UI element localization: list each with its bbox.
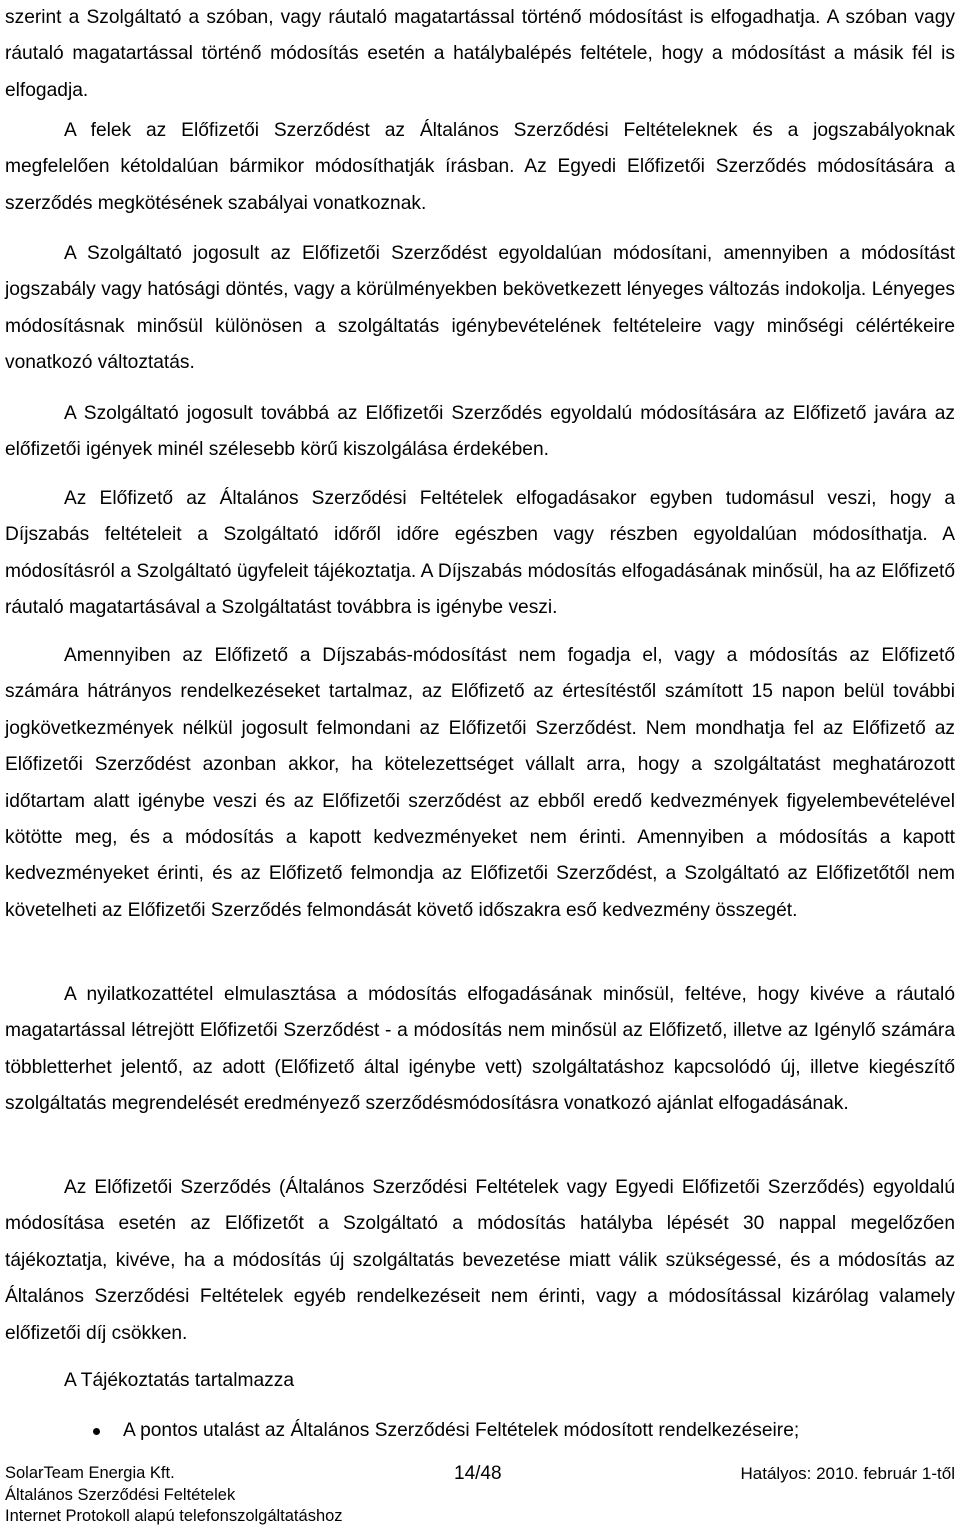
- footer-service: Internet Protokoll alapú telefonszolgáltatáshoz: [5, 1507, 343, 1525]
- footer-doc-title: Általános Szerződési Feltételek: [5, 1485, 236, 1504]
- footer-effective-date: Hatályos: 2010. február 1-től: [740, 1464, 955, 1483]
- paragraph-3: A Szolgáltató jogosult az Előfizetői Szerződést egyoldalúan módosítani, amennyiben a módosítást jogszabály vagy hatósági döntés, vagy a körülményekben bekövetkezett lényeges változás indokolja. Lényeges módosításnak minősül különösen a szolgáltatás igénybevételének feltételeire vagy minőségi célértékeire vonatkozó változtatás.: [5, 243, 955, 374]
- paragraph-1: szerint a Szolgáltató a szóban, vagy ráutaló magatartással történő módosítást is elfogadhatja. A szóban vagy ráutaló magatartással történő módosítás esetén a hatálybalépés feltétele, hogy a módosítást a másik fél is elfogadja.: [5, 7, 955, 101]
- paragraph-7: A nyilatkozattétel elmulasztása a módosítás elfogadásának minősül, feltéve, hogy kivéve a ráutaló magatartással létrejött Előfizetői Szerződést - a módosítás nem minősül az Előfizető, illetve az Igénylő számára többletterhet jelentő, az adott (Előfizető által igénybe vett) szolgáltatáshoz kapcsolódó új, illetve kiegészítő szolgáltatás megrendelését eredményező szerződésmódosításra vonatkozó ajánlat elfogadásának.: [5, 984, 955, 1115]
- paragraph-2: A felek az Előfizetői Szerződést az Általános Szerződési Feltételeknek és a jogszabályoknak megfelelően kétoldalúan bármikor módosíthatják írásban. Az Egyedi Előfizetői Szerződés módosítására a szerződés megkötésének szabályai vonatkoznak.: [5, 120, 955, 214]
- page-number: 14/48: [454, 1463, 502, 1484]
- paragraph-4: A Szolgáltató jogosult továbbá az Előfizetői Szerződés egyoldalú módosítására az Előfizető javára az előfizetői igények minél szélesebb körű kiszolgálása érdekében.: [5, 403, 955, 461]
- paragraph-5: Az Előfizető az Általános Szerződési Feltételek elfogadásakor egyben tudomásul veszi, hogy a Díjszabás feltételeit a Szolgáltató időről időre egészben vagy részben egyoldalúan módosíthatja. A módosításról a Szolgáltató ügyfeleit tájékoztatja. A Díjszabás módosítás elfogadásának minősül, ha az Előfizető ráutaló magatartásával a Szolgáltatást továbbra is igénybe veszi.: [5, 488, 955, 619]
- bullet-icon: [93, 1428, 100, 1435]
- paragraph-8: Az Előfizetői Szerződés (Általános Szerződési Feltételek vagy Egyedi Előfizetői Szerződés) egyoldalú módosítása esetén az Előfizetőt a Szolgáltató a módosítás hatályba lépését 30 nappal megelőzően tájékoztatja, kivéve, ha a módosítás új szolgáltatás bevezetése miatt válik szükségessé, és a módosítás az Általános Szerződési Feltételek egyéb rendelkezéseit nem érinti, vagy a módosítással kizárólag valamely előfizetői díj csökken.: [5, 1177, 955, 1344]
- list-item: [5, 1413, 955, 1449]
- footer-left: [5, 1463, 343, 1528]
- footer-company: SolarTeam Energia Kft.: [5, 1464, 175, 1482]
- page-footer: [5, 1463, 955, 1533]
- paragraph-6: Amennyiben az Előfizető a Díjszabás-módosítást nem fogadja el, vagy a módosítás az Előfizető számára hátrányos rendelkezéseket tartalmaz, az Előfizető az értesítéstől számított 15 napon belül további jogkövetkezmények nélkül jogosult felmondani az Előfizetői Szerződést. Nem mondhatja fel az Előfizető az Előfizetői Szerződést azonban akkor, ha kötelezettséget vállalt arra, hogy a szolgáltatást meghatározott időtartam alatt igénybe veszi és az Előfizetői szerződést az ebből eredő kedvezmények figyelembevételével kötötte meg, és a módosítás a kapott kedvezményeket nem érinti. Amennyiben a módosítás a kapott kedvezményeket érinti, és az Előfizető felmondja az Előfizetői Szerződést, a Szolgáltató az Előfizetőtől nem követelheti az Előfizetői Szerződés felmondását követő időszakra eső kedvezmény összegét.: [5, 645, 955, 921]
- paragraph-9: A Tájékoztatás tartalmazza: [64, 1370, 295, 1391]
- list-item-text: A pontos utalást az Általános Szerződési Feltételek módosított rendelkezéseire;: [123, 1420, 800, 1441]
- bullet-list: [5, 1413, 955, 1449]
